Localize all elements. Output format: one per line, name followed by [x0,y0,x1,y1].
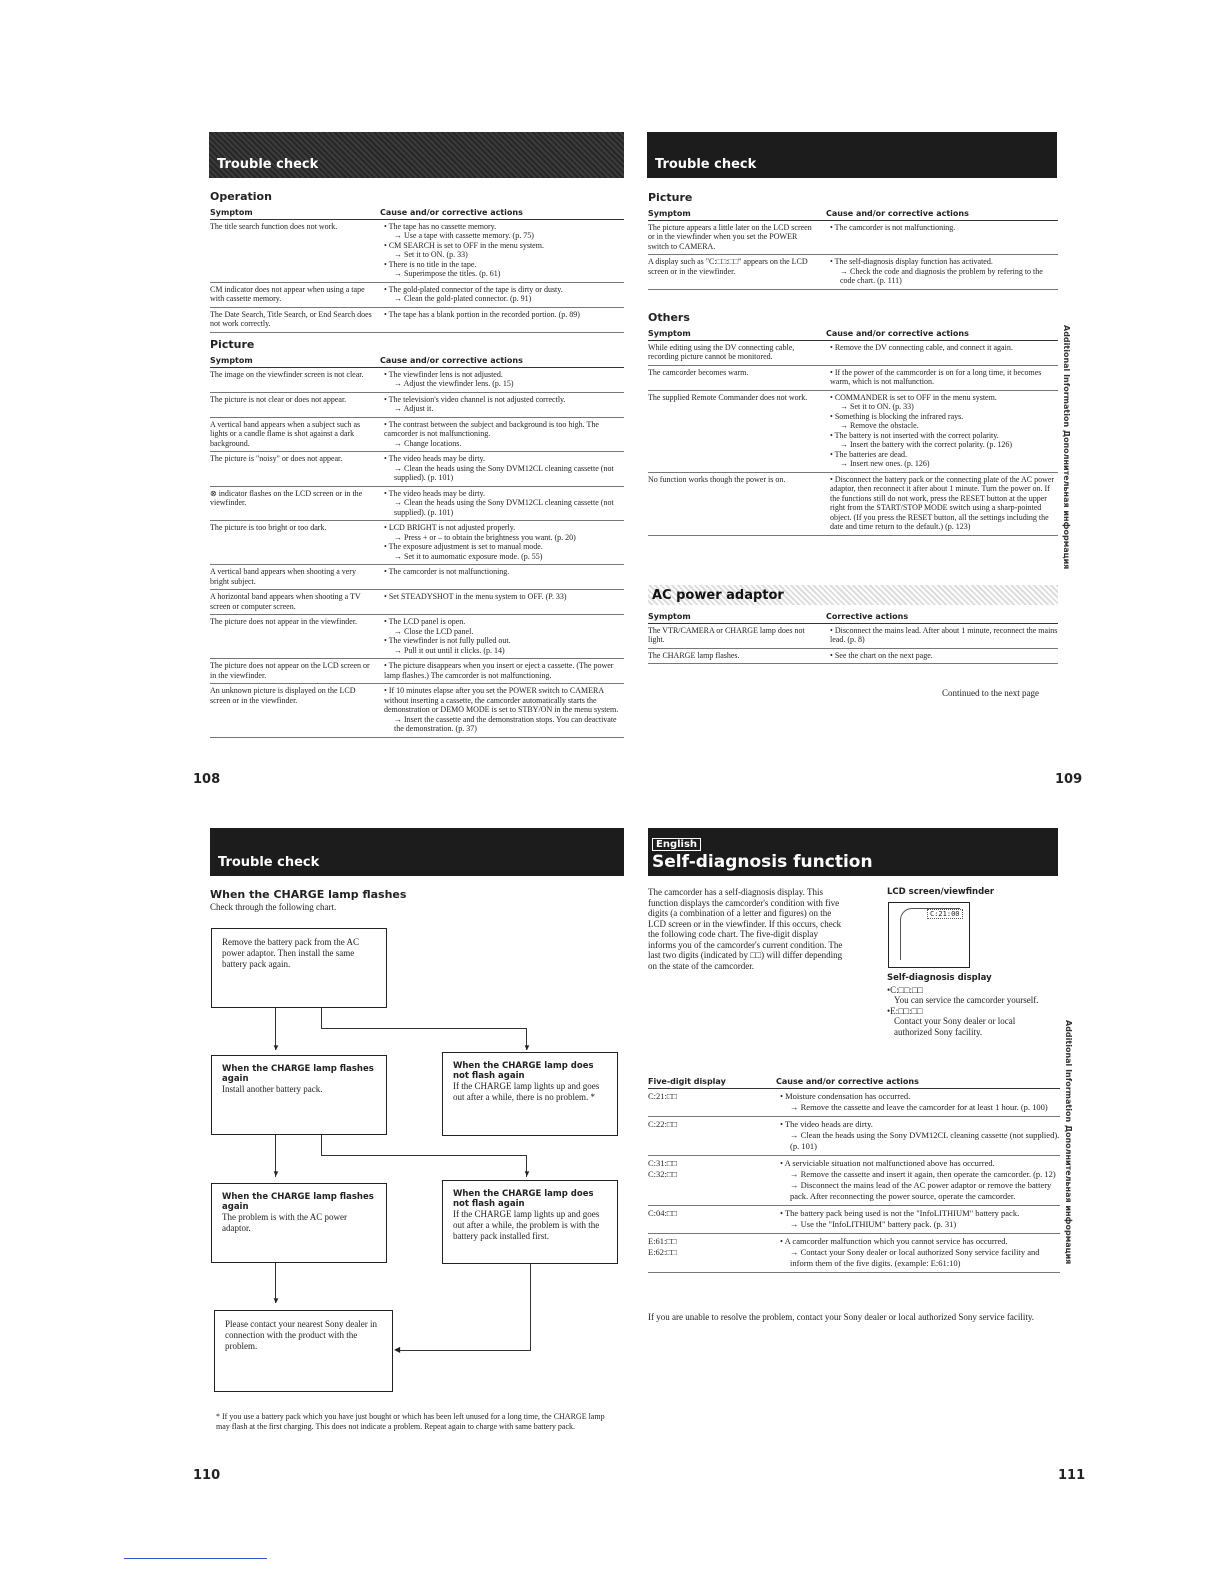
flow-box-contact-dealer: Please contact your nearest Sony dealer in connection with the product with the problem. [214,1310,393,1392]
lcd-code: C:21:00 [927,909,963,919]
cause-item: • The tape has a blank portion in the recorded portion. (p. 89) [384,310,624,320]
cause-cell [380,282,624,307]
sd-code-e: •E:□□:□□ [887,1006,923,1016]
cause-cell [776,1117,1060,1156]
cause-item: • The viewfinder lens is not adjusted. [384,370,624,380]
table-row [648,390,1058,472]
page-number-109: 109 [1055,772,1083,787]
cause-item: • CM SEARCH is set to OFF in the menu system. [384,241,624,251]
action-item: → Clean the heads using the Sony DVM12CL cleaning cassette (not supplied). (p. 101) [780,1130,1060,1152]
table-row [210,615,624,659]
cause-cell [380,307,624,332]
flow-box-flashes-again-2: When the CHARGE lamp flashes again The problem is with the AC power adaptor. [211,1183,387,1263]
table-row [210,282,624,307]
table-row [210,565,624,590]
action-item: → Adjust the viewfinder lens. (p. 15) [384,379,624,389]
action-item: → Insert the cassette and the demonstration stops. You can deactivate the demonstration. (p. 37) [384,715,624,734]
table-row [210,417,624,452]
action-item: → Insert the battery with the correct polarity. (p. 126) [830,440,1058,450]
table-row [648,1206,1060,1234]
table-row [648,1156,1060,1206]
sd-code-c-desc: You can service the camcorder yourself. [894,995,1039,1005]
symptom-cell: A vertical band appears when a subject such as lights or a candle flame is shot against a dark background. [210,417,380,452]
cause-item: • The viewfinder is not fully pulled out. [384,636,624,646]
page-number-110: 110 [193,1468,221,1483]
action-item: → Change locations. [384,439,624,449]
p109-ac-table [648,611,1058,664]
symptom-cell: E:61:□□ E:62:□□ [648,1234,776,1273]
table-row [648,220,1058,255]
symptom-cell: ⊗ indicator flashes on the LCD screen or in the viewfinder. [210,486,380,521]
flow-box-remove: Remove the battery pack from the AC power adaptor. Then install the same battery pack again. [211,928,387,1008]
action-item: → Use a tape with cassette memory. (p. 75) [384,231,624,241]
action-item: → Close the LCD panel. [384,627,624,637]
cause-item: • The battery pack being used is not the "InfoLITHIUM" battery pack. [780,1208,1060,1219]
symptom-cell: The picture does not appear on the LCD screen or in the viewfinder. [210,659,380,684]
cause-cell [380,486,624,521]
action-item: → Pull it out until it clicks. (p. 14) [384,646,624,656]
action-item: → Set it to aumomatic exposure mode. (p. 55) [384,552,624,562]
symptom-cell: The image on the viewfinder screen is not clear. [210,367,380,392]
cause-item: • See the chart on the next page. [830,651,1058,661]
action-item: → Superimpose the titles. (p. 61) [384,269,624,279]
table-header: Corrective actions [826,611,1058,623]
action-item: → Use the "InfoLITHIUM" battery pack. (p. 31) [780,1219,1060,1230]
symptom-cell: While editing using the DV connecting cable, recording picture cannot be monitored. [648,340,826,365]
action-item: → Remove the cassette and leave the camcorder for at least 1 hour. (p. 100) [780,1102,1060,1113]
cause-item: • LCD BRIGHT is not adjusted properly. [384,523,624,533]
cause-item: • The gold-plated connector of the tape is dirty or dusty. [384,285,624,295]
sd-code-e-desc: Contact your Sony dealer or local authorized Sony facility. [894,1016,1016,1037]
cause-item: • COMMANDER is set to OFF in the menu system. [830,393,1058,403]
table-header: Symptom [210,355,380,367]
symptom-cell: The title search function does not work. [210,219,380,282]
table-row [210,367,624,392]
symptom-cell: A horizontal band appears when shooting a TV screen or computer screen. [210,590,380,615]
table-header: Cause and/or corrective actions [380,355,624,367]
cause-item: • The video heads may be dirty. [384,489,624,499]
table-header: Cause and/or corrective actions [826,328,1058,340]
p108-operation-table [210,207,624,333]
symptom-cell: C:31:□□ C:32:□□ [648,1156,776,1206]
action-item: → Press + or – to obtain the brightness you want. (p. 20) [384,533,624,543]
cause-item: • The picture disappears when you insert or eject a cassette. (The power lamp flashes.) The camcorder is not malfunctioning. [384,661,624,680]
table-row [210,392,624,417]
cause-item: • The exposure adjustment is set to manual mode. [384,542,624,552]
symptom-cell: The picture appears a little later on the LCD screen or in the viewfinder when you set the POWER switch to CAMERA. [648,220,826,255]
table-row [210,684,624,738]
table-row [648,623,1058,648]
cause-cell [826,648,1058,664]
continued-note: Continued to the next page [942,688,1039,698]
cause-item: • The video heads may be dirty. [384,454,624,464]
cause-item: • The self-diagnosis display function has activated. [830,257,1058,267]
cause-item: • A serviciable situation not malfunctioned above has occurred. [780,1158,1060,1169]
table-row [210,452,624,487]
cause-item: • Moisture condensation has occurred. [780,1091,1060,1102]
cause-cell [776,1206,1060,1234]
cause-cell [826,365,1058,390]
table-header: Symptom [648,328,826,340]
cause-cell [380,367,624,392]
table-row [648,255,1058,290]
p111-intro: The camcorder has a self-diagnosis display. This function displays the camcorder's condition with five digits (a combination of a letter and figures) on the LCD screen or in the viewfinder. If this occurs, check the following code chart. The five-digit display informs you of the camcorder's current condition. The last two digits (indicated by □□) will differ depending on the state of the camcorder. [648,887,843,971]
p109-others-title: Others [648,311,690,324]
table-row [648,340,1058,365]
symptom-cell: C:22:□□ [648,1117,776,1156]
p109-picture-table [648,208,1058,290]
p111-side-tab: Additional Information Дополнительная информация [1064,1020,1073,1265]
symptom-cell: The picture does not appear in the viewfinder. [210,615,380,659]
p110-footnote: * If you use a battery pack which you have just bought or which has been left unused for a long time, the CHARGE lamp may flash at the first charging. This does not indicate a problem. Repeat again to charge with same battery pack. [216,1412,605,1431]
action-item: → Clean the gold-plated connector. (p. 91) [384,294,624,304]
symptom-cell: The picture is "noisy" or does not appear. [210,452,380,487]
action-item: → Remove the cassette and insert it again, then operate the camcorder. (p. 12) [780,1169,1060,1180]
table-row [210,590,624,615]
symptom-cell: The picture is not clear or does not appear. [210,392,380,417]
symptom-cell: C:21:□□ [648,1089,776,1117]
table-row [210,307,624,332]
cause-item: • If 10 minutes elapse after you set the POWER switch to CAMERA without inserting a cassette, the camcorder automatically starts the demonstration or DEMO MODE is set to STBY/ON in the menu system. [384,686,624,715]
cause-item: • A camcorder malfunction which you cannot service has occurred. [780,1236,1060,1247]
cause-item: • The tape has no cassette memory. [384,222,624,232]
p108-header: Trouble check [209,132,624,178]
bottom-rule [124,1558,267,1559]
p111-code-table [648,1075,1060,1273]
cause-cell [826,623,1058,648]
cause-cell [826,340,1058,365]
symptom-cell: A display such as "C:□□:□□" appears on the LCD screen or in the viewfinder. [648,255,826,290]
action-item: → Disconnect the mains lead of the AC power adaptor or remove the battery pack. After reconnecting the power source, operate the camcorder. [780,1180,1060,1202]
table-row [210,521,624,565]
flow-box-flashes-again-1: When the CHARGE lamp flashes again Install another battery pack. [211,1055,387,1135]
symptom-cell: The picture is too bright or too dark. [210,521,380,565]
p110-subtitle: Check through the following chart. [210,902,337,912]
symptom-cell: An unknown picture is displayed on the LCD screen or in the viewfinder. [210,684,380,738]
p108-operation-title: Operation [210,190,272,203]
table-header: Cause and/or corrective actions [776,1075,1060,1089]
symptom-cell: The CHARGE lamp flashes. [648,648,826,664]
table-row [648,1089,1060,1117]
table-header: Symptom [648,208,826,220]
cause-item: • The battery is not inserted with the correct polarity. [830,431,1058,441]
cause-cell [776,1234,1060,1273]
action-item: → Contact your Sony dealer or local authorized Sony service facility and inform them of the five digits. (example: E:61:10) [780,1247,1060,1269]
flow-box-not-flash-1: When the CHARGE lamp does not flash again If the CHARGE lamp lights up and goes out after a while, there is no problem. * [442,1052,618,1136]
cause-item: • Disconnect the mains lead. After about 1 minute, reconnect the mains lead. (p. 8) [830,626,1058,645]
cause-cell [380,452,624,487]
cause-cell [380,615,624,659]
table-row [648,648,1058,664]
symptom-cell: The VTR/CAMERA or CHARGE lamp does not light. [648,623,826,648]
cause-cell [826,220,1058,255]
action-item: → Clean the heads using the Sony DVM12CL cleaning cassette (not supplied). (p. 101) [384,498,624,517]
symptom-cell: A vertical band appears when shooting a very bright subject. [210,565,380,590]
p109-ac-header: AC power adaptor [648,585,1058,605]
symptom-cell: CM indicator does not appear when using a tape with cassette memory. [210,282,380,307]
action-item: → Insert new ones. (p. 126) [830,459,1058,469]
p109-side-tab: Additional Information Дополнительная информация [1062,325,1071,570]
cause-cell [380,565,624,590]
cause-cell [826,255,1058,290]
p108-picture-table [210,355,624,738]
p109-others-table [648,328,1058,536]
table-row [210,219,624,282]
p111-title: Self-diagnosis function [652,852,873,872]
p108-picture-title: Picture [210,338,255,351]
cause-item: • Disconnect the battery pack or the connecting plate of the AC power adaptor, then reconnect it after about 1 minute. Turn the power on. If the functions still do not work, press the RESET button at the upper right from the START/STOP MODE switch using a sharp-pointed object. (If you press the RESET button, all the settings including the date and time return to the default.) (p. 123) [830,475,1058,532]
cause-item: • If the power of the cammcorder is on for a long time, it becomes warm, which is not malfunction. [830,368,1058,387]
symptom-cell: C:04:□□ [648,1206,776,1234]
symptom-cell: The supplied Remote Commander does not work. [648,390,826,472]
table-header: Cause and/or corrective actions [380,207,624,219]
sd-code-c: •C:□□:□□ [887,985,923,995]
cause-item: • Remove the DV connecting cable, and connect it again. [830,343,1058,353]
cause-cell [826,472,1058,535]
p109-header: Trouble check [647,132,1057,178]
cause-cell [380,219,624,282]
table-header: Symptom [648,611,826,623]
cause-cell [380,590,624,615]
p110-header: Trouble check [210,828,624,876]
cause-item: • The LCD panel is open. [384,617,624,627]
table-row [210,486,624,521]
cause-cell [776,1089,1060,1117]
table-row [648,1234,1060,1273]
action-item: → Remove the obstacle. [830,421,1058,431]
cause-cell [380,392,624,417]
cause-item: • The camcorder is not malfunctioning. [384,567,624,577]
p109-picture-title: Picture [648,191,693,204]
table-row [648,472,1058,535]
cause-item: • Something is blocking the infrared rays. [830,412,1058,422]
cause-cell [380,684,624,738]
cause-cell [776,1156,1060,1206]
p111-lang-tag: English [652,838,701,851]
cause-item: • Set STEADYSHOT in the menu system to OFF. (P. 33) [384,592,624,602]
flow-box-not-flash-2: When the CHARGE lamp does not flash again If the CHARGE lamp lights up and goes out after a while, the problem is with the battery pack installed first. [442,1180,618,1264]
symptom-cell: No function works though the power is on. [648,472,826,535]
action-item: → Set it to ON. (p. 33) [830,402,1058,412]
p110-title: When the CHARGE lamp flashes [210,888,407,901]
page-number-111: 111 [1058,1468,1086,1483]
action-item: → Clean the heads using the Sony DVM12CL cleaning cassette (not supplied). (p. 101) [384,464,624,483]
table-row [648,1117,1060,1156]
action-item: → Adjust it. [384,404,624,414]
table-header: Five-digit display [648,1075,776,1089]
action-item: → Set it to ON. (p. 33) [384,250,624,260]
cause-item: • The television's video channel is not adjusted correctly. [384,395,624,405]
cause-cell [826,390,1058,472]
cause-item: • The contrast between the subject and background is too high. The camcorder is not malfunctioning. [384,420,624,439]
page-number-108: 108 [193,772,221,787]
p111-footnote: If you are unable to resolve the problem, contact your Sony dealer or local authorized Sony service facility. [648,1312,1035,1322]
lcd-label: LCD screen/viewfinder [887,887,995,897]
symptom-cell: The camcorder becomes warm. [648,365,826,390]
cause-cell [380,417,624,452]
cause-item: • There is no title in the tape. [384,260,624,270]
table-header: Symptom [210,207,380,219]
sd-title: Self-diagnosis display [887,973,992,983]
cause-cell [380,521,624,565]
table-row [210,659,624,684]
cause-item: • The batteries are dead. [830,450,1058,460]
cause-item: • The camcorder is not malfunctioning. [830,223,1058,233]
symptom-cell: The Date Search, Title Search, or End Search does not work correctly. [210,307,380,332]
action-item: → Check the code and diagnosis the problem by refering to the code chart. (p. 111) [830,267,1058,286]
cause-item: • The video heads are dirty. [780,1119,1060,1130]
table-row [648,365,1058,390]
table-header: Cause and/or corrective actions [826,208,1058,220]
cause-cell [380,659,624,684]
